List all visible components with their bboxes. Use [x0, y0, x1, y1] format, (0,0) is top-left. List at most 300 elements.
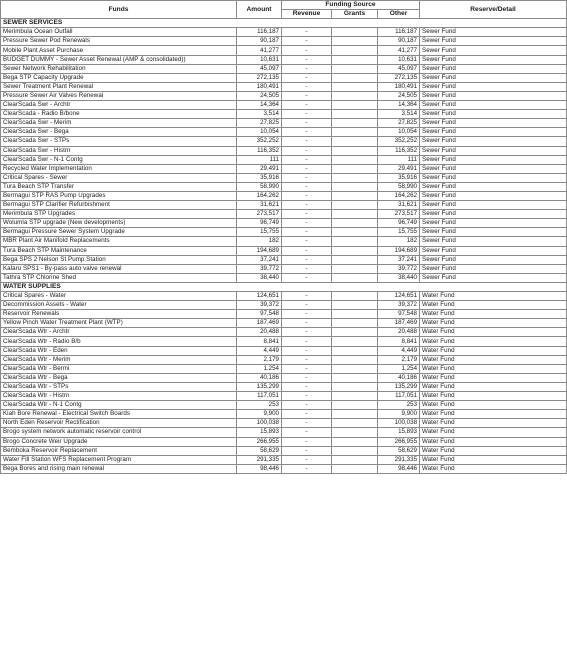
- table-body: [1, 19, 567, 474]
- fund-name-cell: Bermagui STP Clarifier Refurbishment: [1, 201, 237, 210]
- table-row: [1, 364, 567, 373]
- revenue-cell: -: [282, 310, 332, 319]
- fund-name-cell: Recycled Water Implementation: [1, 164, 237, 173]
- revenue-cell: -: [282, 155, 332, 164]
- grants-cell: [332, 155, 378, 164]
- other-cell: 116,187: [378, 28, 420, 37]
- table-row: [1, 464, 567, 473]
- fund-name-cell: Bega Bores and rising main renewal: [1, 464, 237, 473]
- amount-cell: 117,051: [237, 392, 282, 401]
- section-row: [1, 19, 567, 28]
- grants-cell: [332, 255, 378, 264]
- table-row: [1, 110, 567, 119]
- fund-name-cell: North Eden Reservoir Rectification: [1, 419, 237, 428]
- amount-cell: 194,689: [237, 246, 282, 255]
- grants-cell: [332, 91, 378, 100]
- amount-cell: 31,621: [237, 201, 282, 210]
- grants-cell: [332, 419, 378, 428]
- reserve-cell: Sewer Fund: [420, 119, 567, 128]
- fund-name-cell: ClearScada - Radio B/bone: [1, 110, 237, 119]
- other-cell: 40,186: [378, 373, 420, 382]
- table-row: [1, 310, 567, 319]
- amount-cell: 38,440: [237, 273, 282, 282]
- fund-name-cell: Sewer Network Rehabilitation: [1, 64, 237, 73]
- revenue-cell: -: [282, 301, 332, 310]
- fund-name-cell: ClearScada Wtr - Histrn: [1, 392, 237, 401]
- fund-name-cell: ClearScada Swr - Archtr: [1, 101, 237, 110]
- fund-name-cell: ClearScada Wtr - Bega: [1, 373, 237, 382]
- revenue-cell: -: [282, 392, 332, 401]
- grants-cell: [332, 46, 378, 55]
- grants-cell: [332, 264, 378, 273]
- reserve-cell: Sewer Fund: [420, 164, 567, 173]
- amount-cell: 14,364: [237, 101, 282, 110]
- other-cell: 20,488: [378, 328, 420, 337]
- fund-name-cell: Critical Spares - Water: [1, 292, 237, 301]
- fund-name-cell: Bemboka Reservoir Replacement: [1, 446, 237, 455]
- other-cell: 187,469: [378, 319, 420, 328]
- grants-cell: [332, 82, 378, 91]
- table-row: [1, 292, 567, 301]
- grants-cell: [332, 373, 378, 382]
- fund-name-cell: ClearScada Wtr - Merim: [1, 355, 237, 364]
- other-cell: 253: [378, 401, 420, 410]
- table-row: [1, 28, 567, 37]
- other-cell: 98,446: [378, 464, 420, 473]
- amount-cell: 90,187: [237, 37, 282, 46]
- grants-cell: [332, 401, 378, 410]
- revenue-cell: -: [282, 419, 332, 428]
- amount-cell: 182: [237, 237, 282, 246]
- revenue-cell: -: [282, 328, 332, 337]
- revenue-cell: -: [282, 455, 332, 464]
- revenue-cell: -: [282, 28, 332, 37]
- amount-cell: 2,179: [237, 355, 282, 364]
- other-cell: 35,916: [378, 173, 420, 182]
- reserve-cell: Sewer Fund: [420, 82, 567, 91]
- grants-cell: [332, 128, 378, 137]
- reserve-cell: Sewer Fund: [420, 73, 567, 82]
- grants-cell: [332, 101, 378, 110]
- other-cell: 58,990: [378, 182, 420, 191]
- other-cell: 1,254: [378, 364, 420, 373]
- reserve-cell: Water Fund: [420, 410, 567, 419]
- reserve-cell: Water Fund: [420, 419, 567, 428]
- amount-cell: 3,514: [237, 110, 282, 119]
- amount-cell: 291,335: [237, 455, 282, 464]
- amount-cell: 164,262: [237, 191, 282, 200]
- table-row: [1, 273, 567, 282]
- table-row: [1, 419, 567, 428]
- other-cell: 58,629: [378, 446, 420, 455]
- amount-cell: 45,097: [237, 64, 282, 73]
- fund-name-cell: Wolumla STP upgrade (New developments): [1, 219, 237, 228]
- other-cell: 15,755: [378, 228, 420, 237]
- amount-cell: 39,372: [237, 301, 282, 310]
- table-row: [1, 228, 567, 237]
- grants-cell: [332, 210, 378, 219]
- table-row: [1, 155, 567, 164]
- reserve-cell: Sewer Fund: [420, 55, 567, 64]
- grants-cell: [332, 173, 378, 182]
- fund-name-cell: Yellow Pinch Water Treatment Plant (WTP): [1, 319, 237, 328]
- amount-cell: 111: [237, 155, 282, 164]
- table-row: [1, 182, 567, 191]
- revenue-cell: -: [282, 128, 332, 137]
- reserve-cell: Water Fund: [420, 437, 567, 446]
- grants-cell: [332, 182, 378, 191]
- other-cell: 194,689: [378, 246, 420, 255]
- grants-cell: [332, 28, 378, 37]
- grants-cell: [332, 346, 378, 355]
- table-row: [1, 346, 567, 355]
- other-cell: 352,252: [378, 137, 420, 146]
- amount-cell: 58,990: [237, 182, 282, 191]
- reserve-cell: Sewer Fund: [420, 128, 567, 137]
- table-row: [1, 237, 567, 246]
- revenue-cell: -: [282, 101, 332, 110]
- other-cell: 291,335: [378, 455, 420, 464]
- amount-cell: 98,446: [237, 464, 282, 473]
- reserve-cell: Sewer Fund: [420, 219, 567, 228]
- fund-name-cell: Brogo Concrete Weir Upgrade: [1, 437, 237, 446]
- grants-cell: [332, 237, 378, 246]
- other-cell: 8,841: [378, 337, 420, 346]
- fund-name-cell: ClearScada Swr - Bega: [1, 128, 237, 137]
- revenue-cell: -: [282, 264, 332, 273]
- grants-cell: [332, 55, 378, 64]
- fund-name-cell: Water Fill Station WFS Replacement Program: [1, 455, 237, 464]
- reserve-cell: Sewer Fund: [420, 201, 567, 210]
- grants-cell: [332, 301, 378, 310]
- grants-cell: [332, 428, 378, 437]
- fund-name-cell: Merimbula Ocean Outfall: [1, 28, 237, 37]
- table-row: [1, 210, 567, 219]
- reserve-cell: Sewer Fund: [420, 91, 567, 100]
- revenue-cell: -: [282, 437, 332, 446]
- grants-cell: [332, 446, 378, 455]
- revenue-cell: -: [282, 182, 332, 191]
- amount-cell: 352,252: [237, 137, 282, 146]
- revenue-cell: -: [282, 401, 332, 410]
- table-row: [1, 173, 567, 182]
- reserve-cell: Sewer Fund: [420, 28, 567, 37]
- fund-name-cell: ClearScada Swr - STPs: [1, 137, 237, 146]
- grants-cell: [332, 410, 378, 419]
- fund-name-cell: Critical Spares - Sewer: [1, 173, 237, 182]
- table-row: [1, 428, 567, 437]
- revenue-cell: -: [282, 373, 332, 382]
- grants-cell: [332, 437, 378, 446]
- table-row: [1, 301, 567, 310]
- fund-name-cell: ClearScada Wtr - STPs: [1, 382, 237, 391]
- table-row: [1, 382, 567, 391]
- revenue-cell: -: [282, 346, 332, 355]
- revenue-cell: -: [282, 73, 332, 82]
- other-cell: 14,364: [378, 101, 420, 110]
- funding-source-header: Funding Source: [282, 1, 420, 10]
- table-row: [1, 255, 567, 264]
- fund-name-cell: Bega SPS 2 Nelson St Pump Station: [1, 255, 237, 264]
- fund-name-cell: Kiah Bore Renewal - Electrical Switch Boards: [1, 410, 237, 419]
- other-cell: 37,241: [378, 255, 420, 264]
- amount-cell: 272,135: [237, 73, 282, 82]
- funds-header: Funds: [1, 1, 237, 19]
- grants-cell: [332, 364, 378, 373]
- reserve-cell: Water Fund: [420, 355, 567, 364]
- table-row: [1, 64, 567, 73]
- table-row: [1, 337, 567, 346]
- reserve-cell: Sewer Fund: [420, 101, 567, 110]
- table-row: [1, 437, 567, 446]
- amount-cell: 253: [237, 401, 282, 410]
- amount-cell: 1,254: [237, 364, 282, 373]
- amount-cell: 135,299: [237, 382, 282, 391]
- amount-cell: 40,186: [237, 373, 282, 382]
- table-row: [1, 392, 567, 401]
- other-cell: 164,262: [378, 191, 420, 200]
- revenue-cell: -: [282, 55, 332, 64]
- amount-cell: 27,825: [237, 119, 282, 128]
- fund-name-cell: Bermagui Pressure Sewer System Upgrade: [1, 228, 237, 237]
- table-row: [1, 410, 567, 419]
- fund-name-cell: ClearScada Wtr - Radio B/b: [1, 337, 237, 346]
- grants-cell: [332, 292, 378, 301]
- fund-name-cell: Mobile Plant Asset Purchase: [1, 46, 237, 55]
- reserve-cell: Water Fund: [420, 401, 567, 410]
- other-cell: 266,955: [378, 437, 420, 446]
- fund-name-cell: Decommission Assets - Water: [1, 301, 237, 310]
- amount-cell: 116,187: [237, 28, 282, 37]
- grants-cell: [332, 64, 378, 73]
- grants-cell: [332, 37, 378, 46]
- table-row: [1, 328, 567, 337]
- revenue-cell: -: [282, 237, 332, 246]
- table-row: [1, 355, 567, 364]
- table-row: [1, 373, 567, 382]
- amount-cell: 10,054: [237, 128, 282, 137]
- other-cell: 182: [378, 237, 420, 246]
- amount-cell: 187,469: [237, 319, 282, 328]
- other-cell: 135,299: [378, 382, 420, 391]
- other-cell: 41,277: [378, 46, 420, 55]
- revenue-cell: -: [282, 428, 332, 437]
- other-cell: 45,097: [378, 64, 420, 73]
- table-row: [1, 101, 567, 110]
- revenue-cell: -: [282, 382, 332, 391]
- other-cell: 24,505: [378, 91, 420, 100]
- other-cell: 15,893: [378, 428, 420, 437]
- amount-cell: 9,900: [237, 410, 282, 419]
- grants-cell: [332, 219, 378, 228]
- reserve-cell: Water Fund: [420, 310, 567, 319]
- other-cell: 180,491: [378, 82, 420, 91]
- amount-cell: 41,277: [237, 46, 282, 55]
- other-cell: 29,491: [378, 164, 420, 173]
- amount-cell: 273,517: [237, 210, 282, 219]
- grants-cell: [332, 355, 378, 364]
- other-cell: 4,449: [378, 346, 420, 355]
- amount-cell: 58,629: [237, 446, 282, 455]
- amount-cell: 10,631: [237, 55, 282, 64]
- revenue-cell: -: [282, 91, 332, 100]
- grants-cell: [332, 464, 378, 473]
- reserve-cell: Sewer Fund: [420, 182, 567, 191]
- reserve-cell: Water Fund: [420, 373, 567, 382]
- reserve-cell: Water Fund: [420, 428, 567, 437]
- amount-cell: 124,651: [237, 292, 282, 301]
- table-row: [1, 201, 567, 210]
- other-cell: 39,772: [378, 264, 420, 273]
- revenue-cell: -: [282, 110, 332, 119]
- reserve-cell: Sewer Fund: [420, 46, 567, 55]
- other-cell: 10,631: [378, 55, 420, 64]
- table-row: [1, 455, 567, 464]
- fund-name-cell: ClearScada Wtr - Archtr: [1, 328, 237, 337]
- revenue-cell: -: [282, 137, 332, 146]
- fund-name-cell: Brogo system network automatic reservoir control: [1, 428, 237, 437]
- revenue-cell: -: [282, 355, 332, 364]
- other-cell: 97,548: [378, 310, 420, 319]
- other-cell: 39,372: [378, 301, 420, 310]
- amount-cell: 266,955: [237, 437, 282, 446]
- reserve-cell: Water Fund: [420, 319, 567, 328]
- fund-name-cell: BUDGET DUMMY - Sewer Asset Renewal (AMP & consolidated)): [1, 55, 237, 64]
- reserve-cell: Sewer Fund: [420, 237, 567, 246]
- reserve-cell: Water Fund: [420, 337, 567, 346]
- revenue-cell: -: [282, 228, 332, 237]
- reserve-cell: Sewer Fund: [420, 37, 567, 46]
- section-row: [1, 282, 567, 291]
- fund-name-cell: Bermagui STP RAS Pump Upgrades: [1, 191, 237, 200]
- revenue-cell: -: [282, 37, 332, 46]
- fund-name-cell: ClearScada Wtr - N-1 Contg: [1, 401, 237, 410]
- revenue-cell: -: [282, 255, 332, 264]
- revenue-cell: -: [282, 219, 332, 228]
- table-row: [1, 401, 567, 410]
- table-row: [1, 46, 567, 55]
- amount-cell: 100,038: [237, 419, 282, 428]
- grants-cell: [332, 328, 378, 337]
- reserve-cell: Sewer Fund: [420, 264, 567, 273]
- fund-name-cell: Merimbula STP Upgrades: [1, 210, 237, 219]
- section-title: WATER SUPPLIES: [1, 282, 567, 291]
- revenue-header: Revenue: [282, 10, 332, 19]
- fund-name-cell: ClearScada Swr - Merim: [1, 119, 237, 128]
- revenue-cell: -: [282, 337, 332, 346]
- other-header: Other: [378, 10, 420, 19]
- table-row: [1, 219, 567, 228]
- grants-cell: [332, 382, 378, 391]
- revenue-cell: -: [282, 82, 332, 91]
- amount-cell: 37,241: [237, 255, 282, 264]
- grants-cell: [332, 73, 378, 82]
- reserve-cell: Sewer Fund: [420, 273, 567, 282]
- amount-cell: 96,749: [237, 219, 282, 228]
- reserve-cell: Water Fund: [420, 392, 567, 401]
- table-row: [1, 37, 567, 46]
- amount-cell: 116,352: [237, 146, 282, 155]
- reserve-cell: Water Fund: [420, 301, 567, 310]
- grants-cell: [332, 191, 378, 200]
- revenue-cell: -: [282, 273, 332, 282]
- reserve-cell: Water Fund: [420, 464, 567, 473]
- table-row: [1, 446, 567, 455]
- grants-cell: [332, 273, 378, 282]
- amount-cell: 15,755: [237, 228, 282, 237]
- revenue-cell: -: [282, 146, 332, 155]
- revenue-cell: -: [282, 173, 332, 182]
- amount-cell: 20,488: [237, 328, 282, 337]
- fund-name-cell: Sewer Treatment Plant Renewal: [1, 82, 237, 91]
- fund-name-cell: Bega STP Capacity Upgrade: [1, 73, 237, 82]
- other-cell: 27,825: [378, 119, 420, 128]
- grants-cell: [332, 392, 378, 401]
- grants-cell: [332, 137, 378, 146]
- other-cell: 9,900: [378, 410, 420, 419]
- table-row: [1, 128, 567, 137]
- other-cell: 100,038: [378, 419, 420, 428]
- fund-name-cell: MBR Plant Air Manifold Replacements: [1, 237, 237, 246]
- revenue-cell: -: [282, 364, 332, 373]
- revenue-cell: -: [282, 319, 332, 328]
- amount-cell: 15,893: [237, 428, 282, 437]
- reserve-cell: Sewer Fund: [420, 110, 567, 119]
- other-cell: 10,054: [378, 128, 420, 137]
- revenue-cell: -: [282, 410, 332, 419]
- grants-header: Grants: [332, 10, 378, 19]
- revenue-cell: -: [282, 119, 332, 128]
- revenue-cell: -: [282, 64, 332, 73]
- table-row: [1, 73, 567, 82]
- fund-name-cell: ClearScada Swr - N-1 Contg: [1, 155, 237, 164]
- fund-name-cell: Pressure Sewer Pod Renewals: [1, 37, 237, 46]
- reserve-cell: Sewer Fund: [420, 228, 567, 237]
- grants-cell: [332, 119, 378, 128]
- other-cell: 117,051: [378, 392, 420, 401]
- amount-cell: 97,548: [237, 310, 282, 319]
- table-row: [1, 246, 567, 255]
- reserve-cell: Sewer Fund: [420, 146, 567, 155]
- fund-name-cell: ClearScada Swr - Histrn: [1, 146, 237, 155]
- revenue-cell: -: [282, 191, 332, 200]
- grants-cell: [332, 310, 378, 319]
- reserve-cell: Sewer Fund: [420, 155, 567, 164]
- table-row: [1, 91, 567, 100]
- amount-cell: 29,491: [237, 164, 282, 173]
- fund-name-cell: Tura Beach STP Transfer: [1, 182, 237, 191]
- revenue-cell: -: [282, 246, 332, 255]
- fund-name-cell: Pressure Sewer Air Valves Renewal: [1, 91, 237, 100]
- other-cell: 272,135: [378, 73, 420, 82]
- amount-cell: 8,841: [237, 337, 282, 346]
- revenue-cell: -: [282, 464, 332, 473]
- other-cell: 96,749: [378, 219, 420, 228]
- grants-cell: [332, 246, 378, 255]
- amount-header: Amount: [237, 1, 282, 19]
- amount-cell: 39,772: [237, 264, 282, 273]
- reserve-cell: Water Fund: [420, 346, 567, 355]
- reserve-cell: Water Fund: [420, 328, 567, 337]
- revenue-cell: -: [282, 210, 332, 219]
- other-cell: 38,440: [378, 273, 420, 282]
- reserve-detail-header: Reserve/Detail: [420, 1, 567, 19]
- revenue-cell: -: [282, 164, 332, 173]
- other-cell: 111: [378, 155, 420, 164]
- grants-cell: [332, 228, 378, 237]
- other-cell: 3,514: [378, 110, 420, 119]
- grants-cell: [332, 201, 378, 210]
